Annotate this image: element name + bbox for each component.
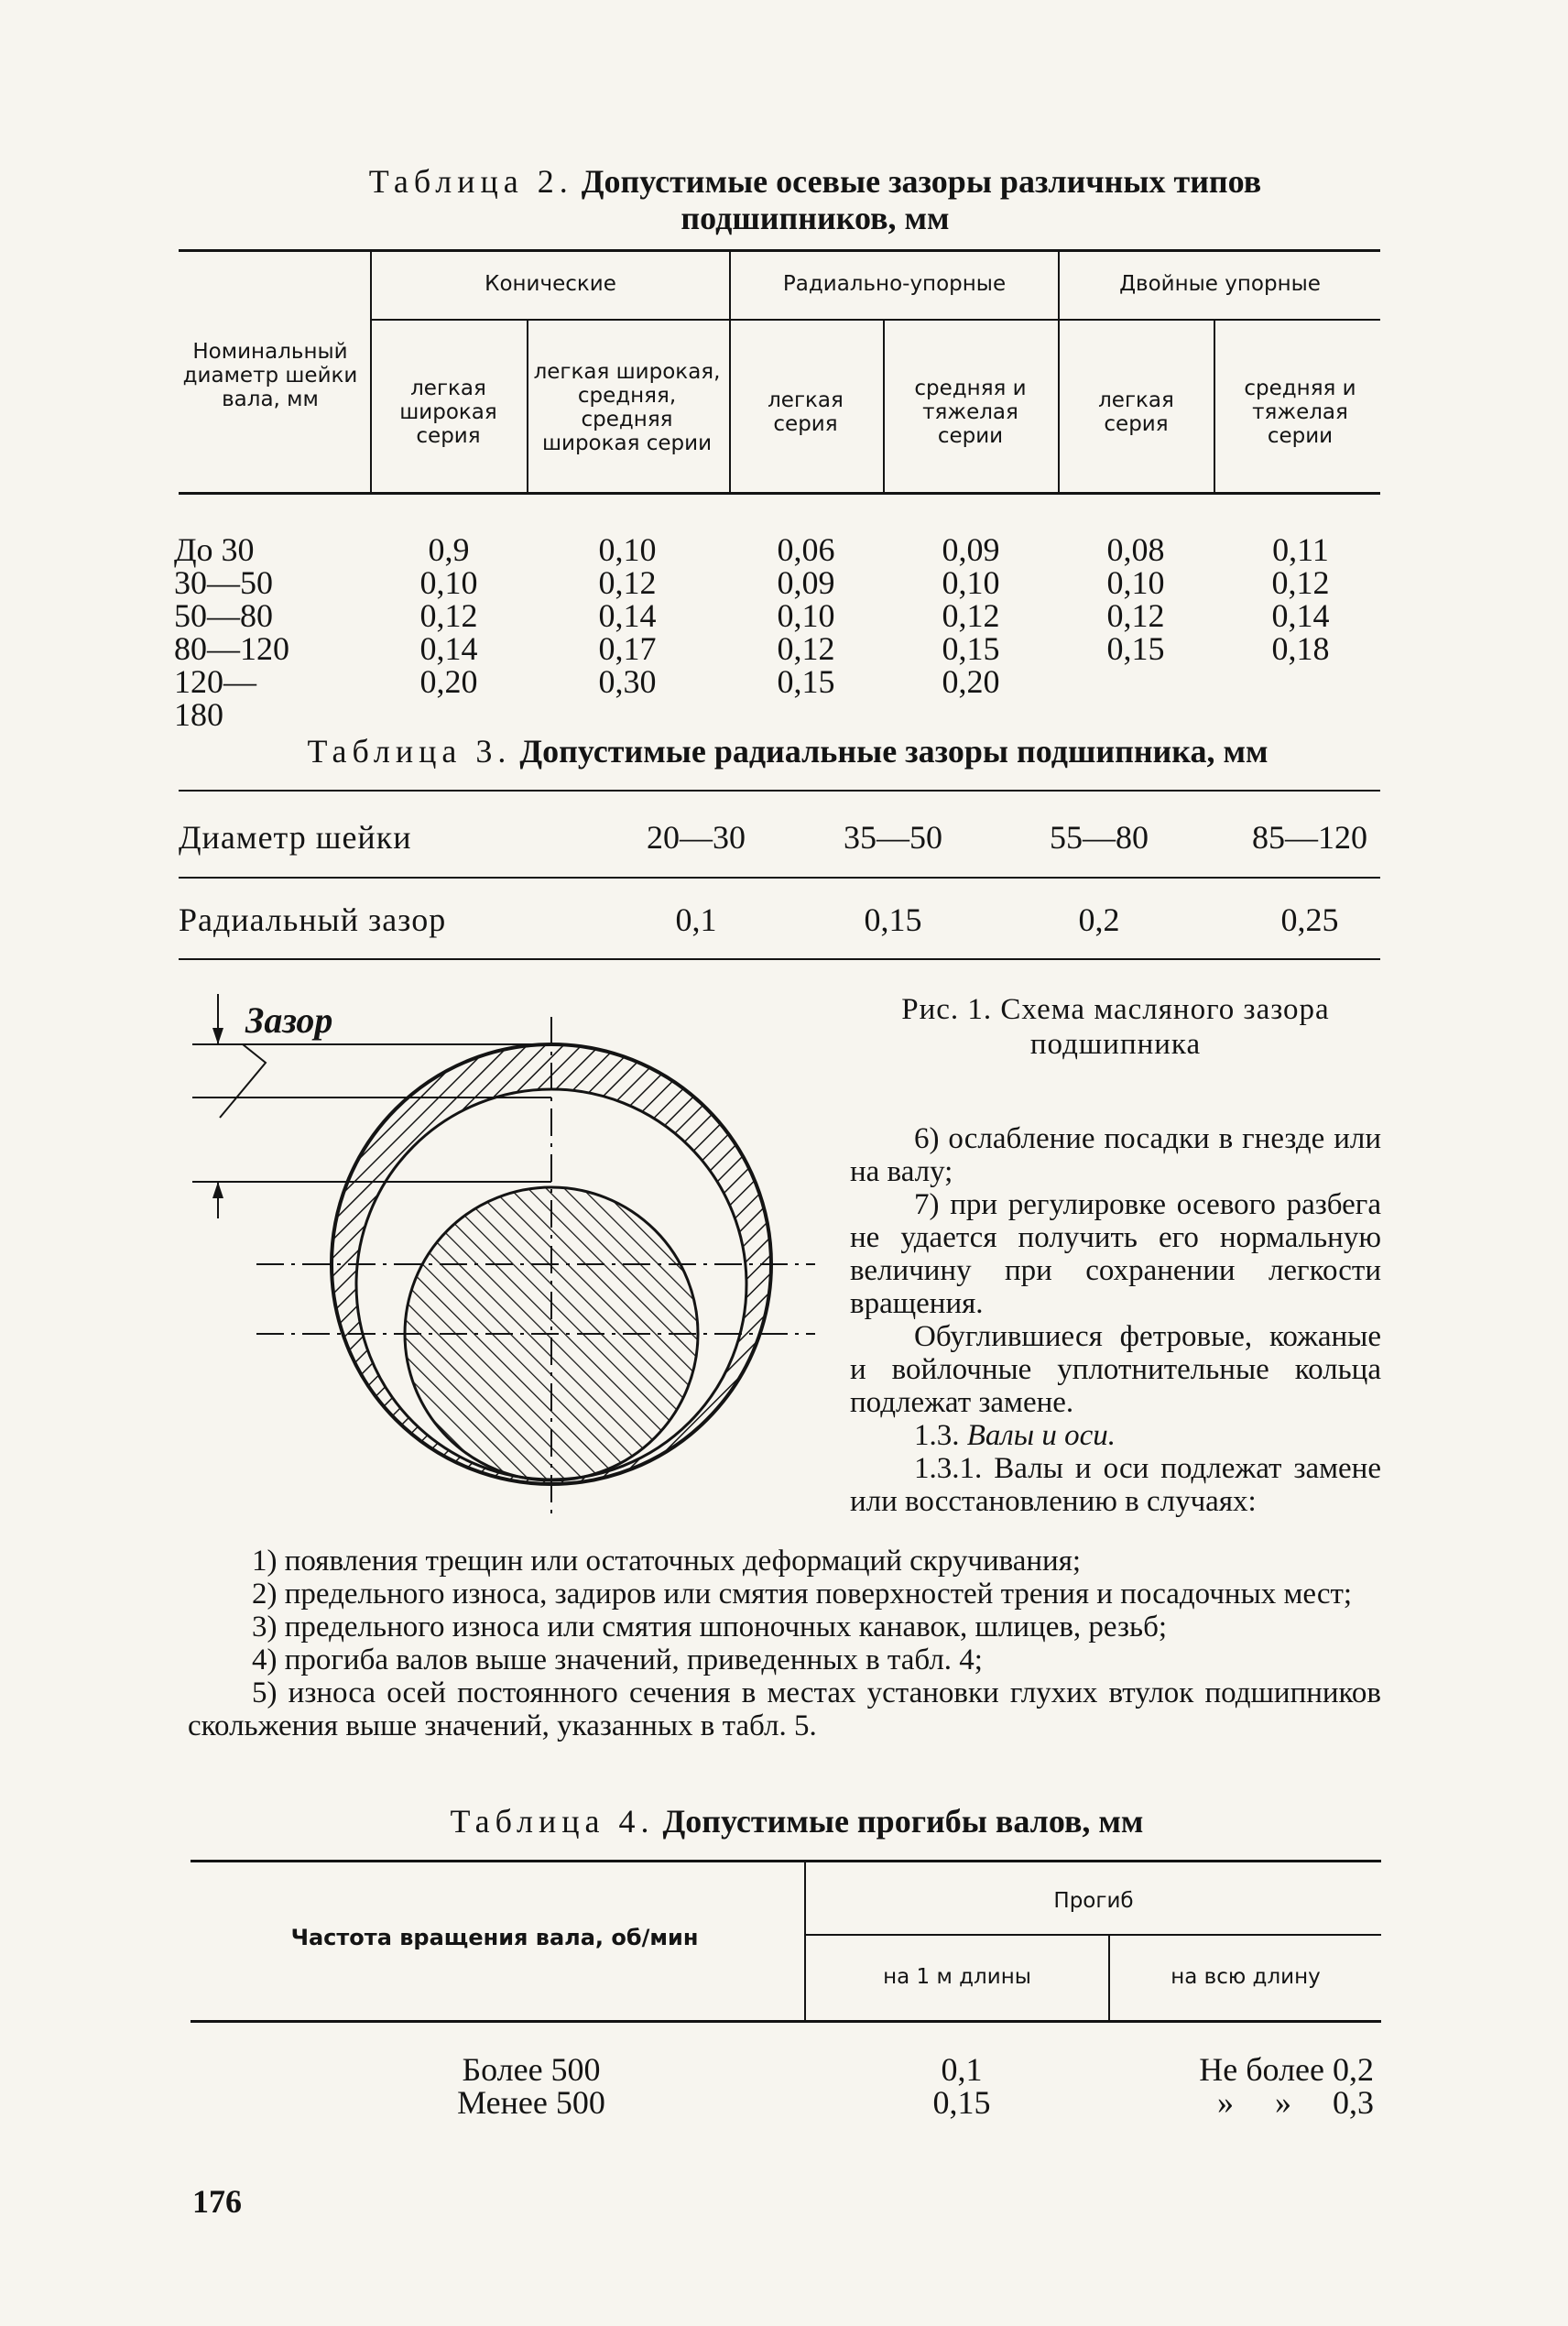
table-cell: 0,15	[864, 901, 922, 938]
table-cell: 0,25	[1280, 901, 1339, 938]
wear-conditions-list	[188, 1545, 1381, 1742]
table-cell: 0,1	[941, 2051, 983, 2088]
table-cell: 80—120	[174, 630, 289, 667]
table-cell: 0,09	[777, 564, 835, 601]
table-cell: 0,12	[1271, 564, 1330, 601]
table2-caption: Таблица 2. Допустимые осевые зазоры различных типов подшипников, мм	[368, 163, 1262, 236]
table-cell: 0,12	[1106, 597, 1165, 634]
table-cell: 0,10	[419, 564, 478, 601]
table-cell: 0,20	[942, 663, 1000, 700]
table-cell: 0,2	[1078, 901, 1120, 938]
felt-rings-paragraph: Обуглившиеся фетровые, кожаные и войлочные уплотнительные кольца подлежат замене.	[850, 1320, 1381, 1419]
table-cell: 85—120	[1252, 819, 1367, 856]
list-item: 5) износа осей постоянного сечения в местах установки глухих втулок подшипников скольжения выше значений, указанных в табл. 5.	[188, 1676, 1381, 1742]
table4-col-frequency: Частота вращения вала, об/мин	[290, 1925, 699, 1950]
table-cell: 0,15	[1106, 630, 1165, 667]
table3-row1-label: Диаметр шейки	[179, 819, 412, 856]
table-cell: 0,12	[777, 630, 835, 667]
list-item: 3) предельного износа или смятия шпоночных канавок, шлицев, резьб;	[252, 1611, 1168, 1643]
table-cell: 0,12	[598, 564, 657, 601]
table-cell: 120—180	[174, 663, 256, 733]
table2-sub-header: средняя и тяжелая серии	[1244, 377, 1356, 448]
table-cell: 0,12	[419, 597, 478, 634]
table-cell: 0,06	[777, 531, 835, 568]
item-7: 7) при регулировке осевого разбега не удается получить его нормальную величину при сохранении легкости вращения.	[850, 1188, 1381, 1320]
figure-caption: Рис. 1. Схема масляного зазора подшипника	[901, 993, 1330, 1061]
table-cell: 0,10	[777, 597, 835, 634]
table4-col-deflection: Прогиб	[1053, 1889, 1134, 1913]
table-cell: 0,08	[1106, 531, 1165, 568]
table-cell: 0,10	[598, 531, 657, 568]
table-cell: 0,9	[428, 531, 470, 568]
table2-group-double-thrust: Двойные упорные	[1119, 272, 1321, 296]
table2-sub-header: легкая широкая, средняя, средняя широкая серии	[533, 360, 721, 455]
table-cell: 0,30	[598, 663, 657, 700]
paragraph-1-3-1: 1.3.1. Валы и оси подлежат замене или восстановлению в случаях:	[850, 1452, 1381, 1518]
table4-col-full-length: на всю длину	[1171, 1965, 1321, 1989]
section-heading: 1.3. Валы и оси.	[914, 1419, 1116, 1452]
table4-col-per-meter: на 1 м длины	[883, 1965, 1031, 1989]
table3-row2-label: Радиальный зазор	[179, 901, 447, 938]
list-item: 1) появления трещин или остаточных деформаций скручивания;	[252, 1545, 1082, 1578]
table-cell: 0,10	[942, 564, 1000, 601]
table2-sub-header: легкая серия	[768, 388, 844, 436]
table-cell: 55—80	[1050, 819, 1149, 856]
table-cell: Более 500	[462, 2051, 601, 2088]
table-cell: 35—50	[844, 819, 942, 856]
table4-caption: Таблица 4. Допустимые прогибы валов, мм	[450, 1803, 1144, 1840]
table-cell: 0,12	[942, 597, 1000, 634]
table-cell: 0,09	[942, 531, 1000, 568]
page-number: 176	[192, 2183, 242, 2220]
table-cell: 20—30	[647, 819, 746, 856]
table2-col-diameter: Номинальный диаметр шейки вала, мм	[182, 340, 358, 411]
table-cell: 0,11	[1272, 531, 1329, 568]
table3-caption: Таблица 3. Допустимые радиальные зазоры подшипника, мм	[307, 733, 1269, 770]
table-cell: 50—80	[174, 597, 273, 634]
table-cell: Менее 500	[457, 2084, 605, 2121]
table-cell: 0,14	[1271, 597, 1330, 634]
table-cell: 0,15	[932, 2084, 991, 2121]
table2-group-radial-thrust: Радиально-упорные	[782, 272, 1007, 296]
table-cell: » » 0,3	[1217, 2084, 1374, 2121]
table-cell: 0,14	[419, 630, 478, 667]
table-cell: До 30	[174, 531, 255, 568]
table2-sub-header: средняя и тяжелая серии	[914, 377, 1027, 448]
table-cell: 0,15	[942, 630, 1000, 667]
table2-group-conical: Конические	[485, 272, 616, 296]
table2-sub-header: легкая серия	[1098, 388, 1174, 436]
table-cell: 0,18	[1271, 630, 1330, 667]
item-6: 6) ослабление посадки в гнезде или на валу;	[850, 1122, 1381, 1188]
table-cell: 0,10	[1106, 564, 1165, 601]
table-cell: Не более 0,2	[1199, 2051, 1374, 2088]
table-cell: 0,17	[598, 630, 657, 667]
table2-sub-header: легкая широкая серия	[399, 377, 497, 448]
table-cell: 0,1	[675, 901, 717, 938]
bearing-clearance-diagram	[183, 989, 843, 1539]
table-cell: 0,15	[777, 663, 835, 700]
list-item: 4) прогиба валов выше значений, приведенных в табл. 4;	[252, 1643, 983, 1676]
table-cell: 0,20	[419, 663, 478, 700]
list-item: 2) предельного износа, задиров или смятия поверхностей трения и посадочных мест;	[252, 1578, 1353, 1611]
table-cell: 30—50	[174, 564, 273, 601]
right-column-text	[850, 1122, 1381, 1518]
clearance-label: Зазор	[245, 999, 333, 1041]
table-cell: 0,14	[598, 597, 657, 634]
